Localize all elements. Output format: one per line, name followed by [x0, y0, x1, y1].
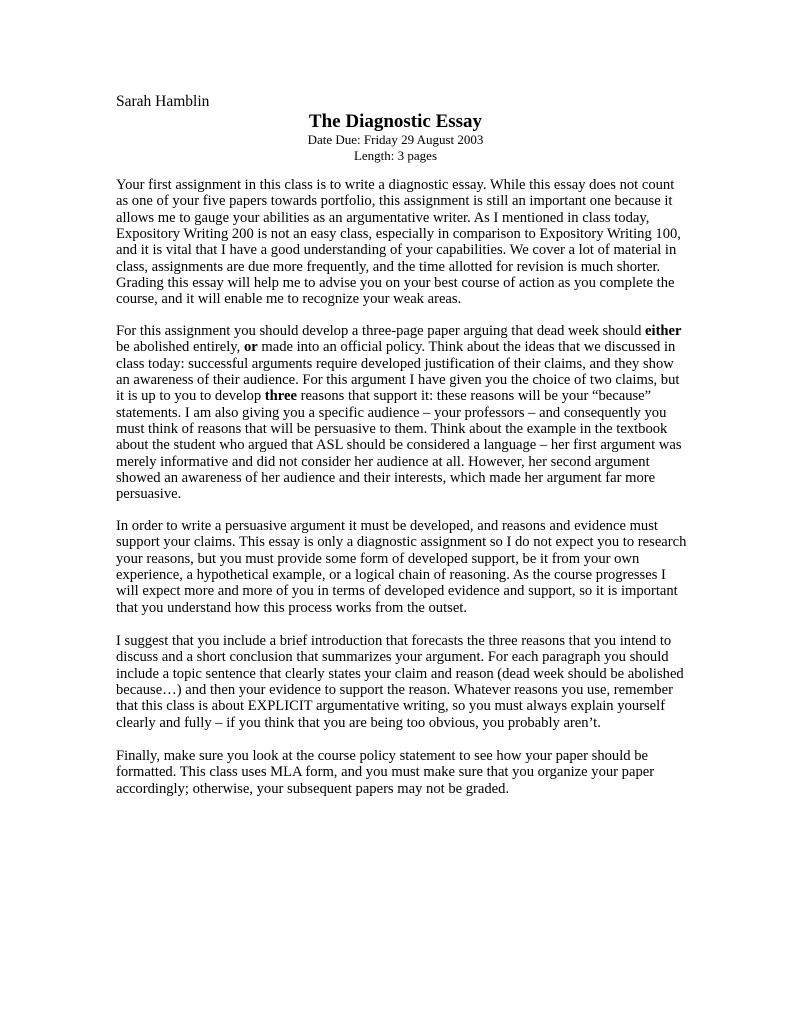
text-line: Grading this essay will help me to advise you on your best course of action as you complete the	[116, 275, 675, 292]
emphasis-three: three	[264, 388, 297, 405]
text-line: your reasons, but you must provide some form of developed support, be it from your own	[116, 550, 640, 567]
text-line: statements. I am also giving you a specific audience – your professors – and consequently you	[116, 404, 667, 421]
text-line: because…) and then your evidence to support the reason. Whatever reasons you use, remember	[116, 682, 673, 699]
text-line: clearly and fully – if you think that you are being too obvious, you probably aren’t.	[116, 714, 601, 731]
text-line: merely informative and did not consider her audience at all. However, her second argument	[116, 453, 650, 470]
text-line: will expect more and more of you in terms of developed evidence and support, so it is important	[116, 583, 678, 600]
text-line: be abolished entirely, or made into an official policy. Think about the ideas that we discussed in	[116, 339, 676, 356]
text-line: class, assignments are due more frequently, and the time allotted for revision is much shorter.	[116, 258, 661, 275]
text-line: For this assignment you should develop a three-page paper arguing that dead week should either	[116, 323, 682, 339]
text-line: Expository Writing 200 is not an easy class, especially in comparison to Expository Writing 100,	[116, 226, 681, 243]
text-line: Your first assignment in this class is to write a diagnostic essay. While this essay does not count	[116, 177, 675, 193]
text-line: about the student who argued that ASL should be considered a language – her first argument was	[116, 437, 682, 454]
text-line: as one of your five papers towards portfolio, this assignment is still an important one because it	[116, 193, 673, 210]
text-line: support your claims. This essay is only a diagnostic assignment so I do not expect you to research	[116, 534, 687, 551]
length-requirement: Length: 3 pages	[353, 148, 438, 163]
text-line: an awareness of their audience. For this argument I have given you the choice of two claims, but	[116, 372, 680, 389]
text-line: it is up to you to develop three reasons that support it: these reasons will be your “because”	[116, 388, 652, 405]
due-date: Date Due: Friday 29 August 2003	[307, 132, 484, 147]
paragraph-intro	[116, 177, 696, 308]
paragraph-development	[116, 518, 696, 616]
text-line: discuss and a short conclusion that summarizes your argument. For each paragraph you should	[116, 649, 669, 666]
text-line: In order to write a persuasive argument it must be developed, and reasons and evidence must	[116, 518, 658, 534]
text-line: Finally, make sure you look at the course policy statement to see how your paper should be	[116, 748, 649, 764]
emphasis-or: or	[243, 339, 258, 356]
text-line: persuasive.	[116, 486, 182, 503]
text-line: course, and it will enable me to recognize your weak areas.	[116, 291, 462, 308]
text-line: include a topic sentence that clearly states your claim and reason (dead week should be abolished	[116, 665, 684, 682]
paragraph-assignment	[116, 323, 696, 503]
text-line: must think of reasons that will be persuasive to them. Think about the example in the textbook	[116, 421, 668, 438]
text-line: I suggest that you include a brief introduction that forecasts the three reasons that you intend to	[116, 633, 672, 649]
emphasis-either: either	[645, 323, 682, 339]
document-title: The Diagnostic Essay	[308, 111, 483, 132]
text-line: that this class is about EXPLICIT argumentative writing, so you must always explain yourself	[116, 698, 666, 715]
text-line: that you understand how this process works from the outset.	[116, 599, 468, 616]
text-line: allows me to gauge your abilities as an argumentative writer. As I mentioned in class today,	[116, 209, 650, 226]
text-line: formatted. This class uses MLA form, and you must make sure that you organize your paper	[116, 764, 655, 781]
text-line: and it is vital that I have a good understanding of your capabilities. We cover a lot of material in	[116, 242, 677, 259]
paragraph-structure	[116, 633, 696, 731]
paragraph-formatting	[116, 748, 696, 797]
text-line: accordingly; otherwise, your subsequent papers may not be graded.	[116, 780, 510, 797]
text-line: experience, a hypothetical example, or a logical chain of reasoning. As the course progresses I	[116, 567, 666, 584]
author-name: Sarah Hamblin	[116, 93, 210, 110]
text-line: showed an awareness of her audience and their interests, which made her argument far more	[116, 470, 656, 487]
text-line: class today: successful arguments require developed justification of their claims, and they show	[116, 355, 674, 372]
